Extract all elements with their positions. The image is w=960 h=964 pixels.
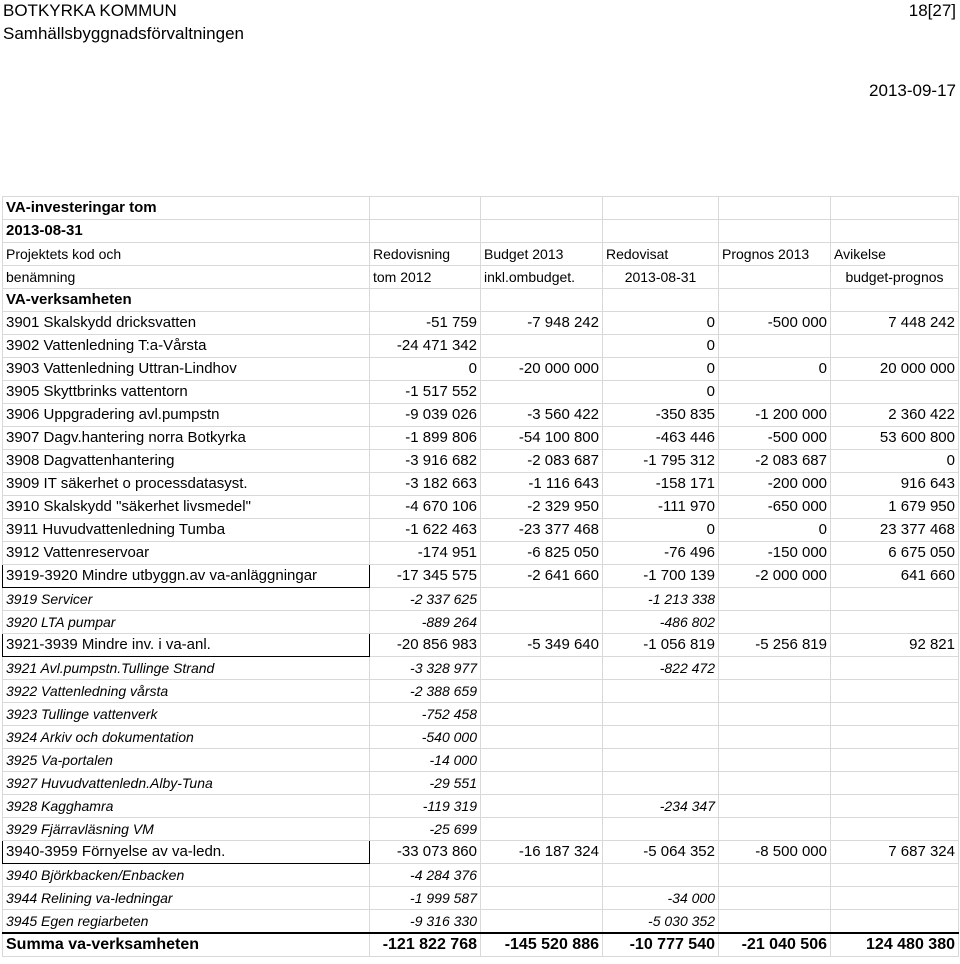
column-header: Redovisning bbox=[370, 243, 481, 266]
row-value: -16 187 324 bbox=[481, 841, 603, 864]
row-value: 0 bbox=[603, 312, 719, 335]
row-value bbox=[719, 680, 831, 703]
row-value bbox=[719, 588, 831, 611]
table-row bbox=[3, 680, 959, 703]
row-label: 3903 Vattenledning Uttran-Lindhov bbox=[3, 358, 370, 381]
row-value bbox=[481, 864, 603, 887]
row-value bbox=[831, 657, 959, 680]
department-name: Samhällsbyggnadsförvaltningen bbox=[3, 24, 244, 43]
table-row bbox=[3, 312, 959, 335]
row-value bbox=[481, 795, 603, 818]
organization-name: BOTKYRKA KOMMUN bbox=[3, 1, 177, 20]
row-value: -1 200 000 bbox=[719, 404, 831, 427]
row-label: 3945 Egen regiarbeten bbox=[3, 910, 370, 934]
column-header: Prognos 2013 bbox=[719, 243, 831, 266]
row-value bbox=[481, 749, 603, 772]
row-value: -1 795 312 bbox=[603, 450, 719, 473]
row-value bbox=[719, 887, 831, 910]
row-value bbox=[719, 657, 831, 680]
table-row bbox=[3, 588, 959, 611]
table-row bbox=[3, 404, 959, 427]
row-value: -752 458 bbox=[370, 703, 481, 726]
row-value: -6 825 050 bbox=[481, 542, 603, 565]
row-value: -486 802 bbox=[603, 611, 719, 634]
row-value: -111 970 bbox=[603, 496, 719, 519]
row-label: 3919-3920 Mindre utbyggn.av va-anläggningar bbox=[3, 565, 370, 588]
row-value: 53 600 800 bbox=[831, 427, 959, 450]
table-row bbox=[3, 933, 959, 957]
row-value: 0 bbox=[603, 335, 719, 358]
column-header: tom 2012 bbox=[370, 266, 481, 289]
row-value: -2 337 625 bbox=[370, 588, 481, 611]
table-row bbox=[3, 381, 959, 404]
table-row bbox=[3, 519, 959, 542]
row-value: -2 388 659 bbox=[370, 680, 481, 703]
row-value bbox=[603, 864, 719, 887]
investment-table bbox=[2, 196, 959, 957]
row-value: -24 471 342 bbox=[370, 335, 481, 358]
row-label: 3912 Vattenreservoar bbox=[3, 542, 370, 565]
row-value: -150 000 bbox=[719, 542, 831, 565]
row-label: 3905 Skyttbrinks vattentorn bbox=[3, 381, 370, 404]
row-label: 3925 Va-portalen bbox=[3, 749, 370, 772]
row-value: 2 360 422 bbox=[831, 404, 959, 427]
row-value: -21 040 506 bbox=[719, 933, 831, 957]
row-value: -1 517 552 bbox=[370, 381, 481, 404]
row-value: 124 480 380 bbox=[831, 933, 959, 957]
row-label: 3907 Dagv.hantering norra Botkyrka bbox=[3, 427, 370, 450]
row-value: -145 520 886 bbox=[481, 933, 603, 957]
row-label: 3928 Kagghamra bbox=[3, 795, 370, 818]
row-value bbox=[603, 726, 719, 749]
row-value bbox=[719, 795, 831, 818]
row-value: -2 083 687 bbox=[719, 450, 831, 473]
row-label: 3910 Skalskydd "säkerhet livsmedel" bbox=[3, 496, 370, 519]
row-value: -1 899 806 bbox=[370, 427, 481, 450]
row-label: Summa va-verksamheten bbox=[3, 933, 370, 957]
table-row bbox=[3, 657, 959, 680]
row-value: -20 856 983 bbox=[370, 634, 481, 657]
row-value: -54 100 800 bbox=[481, 427, 603, 450]
row-value: -17 345 575 bbox=[370, 565, 481, 588]
table-subtitle: 2013-08-31 bbox=[3, 220, 370, 243]
row-value: -14 000 bbox=[370, 749, 481, 772]
row-value bbox=[603, 680, 719, 703]
row-value: -1 116 643 bbox=[481, 473, 603, 496]
table-row bbox=[3, 450, 959, 473]
row-value bbox=[831, 588, 959, 611]
table-row bbox=[3, 818, 959, 841]
row-label: 3927 Huvudvattenledn.Alby-Tuna bbox=[3, 772, 370, 795]
row-label: 3908 Dagvattenhantering bbox=[3, 450, 370, 473]
row-value bbox=[719, 864, 831, 887]
row-label: 3940-3959 Förnyelse av va-ledn. bbox=[3, 841, 370, 864]
row-value: -350 835 bbox=[603, 404, 719, 427]
row-value: -121 822 768 bbox=[370, 933, 481, 957]
row-value: -76 496 bbox=[603, 542, 719, 565]
document-date: 2013-09-17 bbox=[869, 81, 956, 100]
column-header: 2013-08-31 bbox=[603, 266, 719, 289]
row-value bbox=[719, 611, 831, 634]
row-value bbox=[481, 657, 603, 680]
row-value bbox=[831, 680, 959, 703]
row-value: -10 777 540 bbox=[603, 933, 719, 957]
row-value: 0 bbox=[370, 358, 481, 381]
row-value: -500 000 bbox=[719, 427, 831, 450]
row-value bbox=[831, 381, 959, 404]
row-value: -4 670 106 bbox=[370, 496, 481, 519]
row-value: -25 699 bbox=[370, 818, 481, 841]
row-value: 916 643 bbox=[831, 473, 959, 496]
column-header: Avikelse bbox=[831, 243, 959, 266]
row-value: -29 551 bbox=[370, 772, 481, 795]
row-value: -4 284 376 bbox=[370, 864, 481, 887]
row-label: 3919 Servicer bbox=[3, 588, 370, 611]
row-value: -2 329 950 bbox=[481, 496, 603, 519]
row-value: -1 622 463 bbox=[370, 519, 481, 542]
row-value: -33 073 860 bbox=[370, 841, 481, 864]
row-value bbox=[719, 703, 831, 726]
row-value: -1 056 819 bbox=[603, 634, 719, 657]
row-value: -34 000 bbox=[603, 887, 719, 910]
row-value: 0 bbox=[603, 381, 719, 404]
row-value: -174 951 bbox=[370, 542, 481, 565]
row-value: -1 999 587 bbox=[370, 887, 481, 910]
row-label: 3922 Vattenledning vårsta bbox=[3, 680, 370, 703]
table-row bbox=[3, 427, 959, 450]
table-row bbox=[3, 565, 959, 588]
row-label: 3929 Fjärravläsning VM bbox=[3, 818, 370, 841]
row-label: 3940 Björkbacken/Enbacken bbox=[3, 864, 370, 887]
row-value bbox=[481, 726, 603, 749]
row-value bbox=[831, 772, 959, 795]
row-value bbox=[831, 335, 959, 358]
table-row bbox=[3, 864, 959, 887]
row-value: -5 030 352 bbox=[603, 910, 719, 934]
row-value: -20 000 000 bbox=[481, 358, 603, 381]
row-value bbox=[603, 749, 719, 772]
row-value: -9 316 330 bbox=[370, 910, 481, 934]
row-value bbox=[831, 726, 959, 749]
table-row bbox=[3, 841, 959, 864]
row-value: 0 bbox=[603, 358, 719, 381]
table-row bbox=[3, 726, 959, 749]
row-value bbox=[481, 611, 603, 634]
section-heading: VA-verksamheten bbox=[3, 289, 370, 312]
row-value: -3 916 682 bbox=[370, 450, 481, 473]
row-value: -3 328 977 bbox=[370, 657, 481, 680]
row-value: -234 347 bbox=[603, 795, 719, 818]
table-row bbox=[3, 749, 959, 772]
column-header: budget-prognos bbox=[831, 266, 959, 289]
row-value bbox=[719, 726, 831, 749]
row-value: 20 000 000 bbox=[831, 358, 959, 381]
row-label: 3924 Arkiv och dokumentation bbox=[3, 726, 370, 749]
row-value bbox=[603, 818, 719, 841]
column-header: benämning bbox=[3, 266, 370, 289]
row-value: -51 759 bbox=[370, 312, 481, 335]
row-value bbox=[719, 381, 831, 404]
row-value bbox=[481, 910, 603, 934]
row-value: -540 000 bbox=[370, 726, 481, 749]
row-label: 3944 Relining va-ledningar bbox=[3, 887, 370, 910]
column-header: Redovisat bbox=[603, 243, 719, 266]
row-value bbox=[831, 818, 959, 841]
row-value: -5 064 352 bbox=[603, 841, 719, 864]
row-value: -650 000 bbox=[719, 496, 831, 519]
table-row bbox=[3, 542, 959, 565]
row-value bbox=[481, 703, 603, 726]
column-header bbox=[719, 266, 831, 289]
row-label: 3909 IT säkerhet o processdatasyst. bbox=[3, 473, 370, 496]
column-header: Budget 2013 bbox=[481, 243, 603, 266]
row-value: 0 bbox=[719, 519, 831, 542]
row-value bbox=[719, 910, 831, 934]
row-value: 0 bbox=[831, 450, 959, 473]
row-value: -3 560 422 bbox=[481, 404, 603, 427]
row-value bbox=[481, 887, 603, 910]
row-value bbox=[831, 795, 959, 818]
table-row bbox=[3, 910, 959, 934]
row-label: 3902 Vattenledning T:a-Vårsta bbox=[3, 335, 370, 358]
table-row bbox=[3, 358, 959, 381]
row-value bbox=[481, 588, 603, 611]
row-value bbox=[603, 772, 719, 795]
row-value bbox=[481, 381, 603, 404]
row-value: 6 675 050 bbox=[831, 542, 959, 565]
row-value: -3 182 663 bbox=[370, 473, 481, 496]
table-row bbox=[3, 887, 959, 910]
row-value: -158 171 bbox=[603, 473, 719, 496]
row-value: -7 948 242 bbox=[481, 312, 603, 335]
row-value: -2 000 000 bbox=[719, 565, 831, 588]
row-value: -8 500 000 bbox=[719, 841, 831, 864]
row-value: -822 472 bbox=[603, 657, 719, 680]
row-value bbox=[831, 864, 959, 887]
row-value: -5 349 640 bbox=[481, 634, 603, 657]
row-label: 3921-3939 Mindre inv. i va-anl. bbox=[3, 634, 370, 657]
row-value bbox=[481, 680, 603, 703]
table-row bbox=[3, 611, 959, 634]
row-value: -463 446 bbox=[603, 427, 719, 450]
table-row bbox=[3, 473, 959, 496]
row-value bbox=[481, 818, 603, 841]
row-value: 23 377 468 bbox=[831, 519, 959, 542]
row-label: 3906 Uppgradering avl.pumpstn bbox=[3, 404, 370, 427]
row-value bbox=[481, 335, 603, 358]
row-value: -2 641 660 bbox=[481, 565, 603, 588]
row-label: 3920 LTA pumpar bbox=[3, 611, 370, 634]
row-label: 3923 Tullinge vattenverk bbox=[3, 703, 370, 726]
row-value bbox=[719, 818, 831, 841]
table-row bbox=[3, 703, 959, 726]
row-value: -9 039 026 bbox=[370, 404, 481, 427]
row-value bbox=[831, 703, 959, 726]
row-label: 3901 Skalskydd dricksvatten bbox=[3, 312, 370, 335]
row-value: -23 377 468 bbox=[481, 519, 603, 542]
row-value bbox=[831, 749, 959, 772]
row-value bbox=[719, 772, 831, 795]
row-value bbox=[719, 335, 831, 358]
row-value bbox=[603, 703, 719, 726]
column-header: Projektets kod och bbox=[3, 243, 370, 266]
row-value bbox=[481, 772, 603, 795]
row-value: 7 448 242 bbox=[831, 312, 959, 335]
row-value: -2 083 687 bbox=[481, 450, 603, 473]
row-value: -119 319 bbox=[370, 795, 481, 818]
table-row bbox=[3, 496, 959, 519]
row-value: 641 660 bbox=[831, 565, 959, 588]
table-row bbox=[3, 335, 959, 358]
row-value: 1 679 950 bbox=[831, 496, 959, 519]
row-value bbox=[831, 611, 959, 634]
row-value bbox=[831, 887, 959, 910]
row-value: 0 bbox=[719, 358, 831, 381]
table-row bbox=[3, 772, 959, 795]
row-value: -5 256 819 bbox=[719, 634, 831, 657]
column-header: inkl.ombudget. bbox=[481, 266, 603, 289]
table-row bbox=[3, 795, 959, 818]
row-value: -1 213 338 bbox=[603, 588, 719, 611]
row-value: -1 700 139 bbox=[603, 565, 719, 588]
row-label: 3921 Avl.pumpstn.Tullinge Strand bbox=[3, 657, 370, 680]
row-value: -500 000 bbox=[719, 312, 831, 335]
page-number: 18[27] bbox=[908, 1, 956, 20]
row-value: -889 264 bbox=[370, 611, 481, 634]
row-value: 0 bbox=[603, 519, 719, 542]
row-value bbox=[831, 910, 959, 934]
row-value: 7 687 324 bbox=[831, 841, 959, 864]
table-title: VA-investeringar tom bbox=[3, 197, 370, 220]
row-value: 92 821 bbox=[831, 634, 959, 657]
row-value: -200 000 bbox=[719, 473, 831, 496]
table-row bbox=[3, 634, 959, 657]
row-label: 3911 Huvudvattenledning Tumba bbox=[3, 519, 370, 542]
row-value bbox=[719, 749, 831, 772]
